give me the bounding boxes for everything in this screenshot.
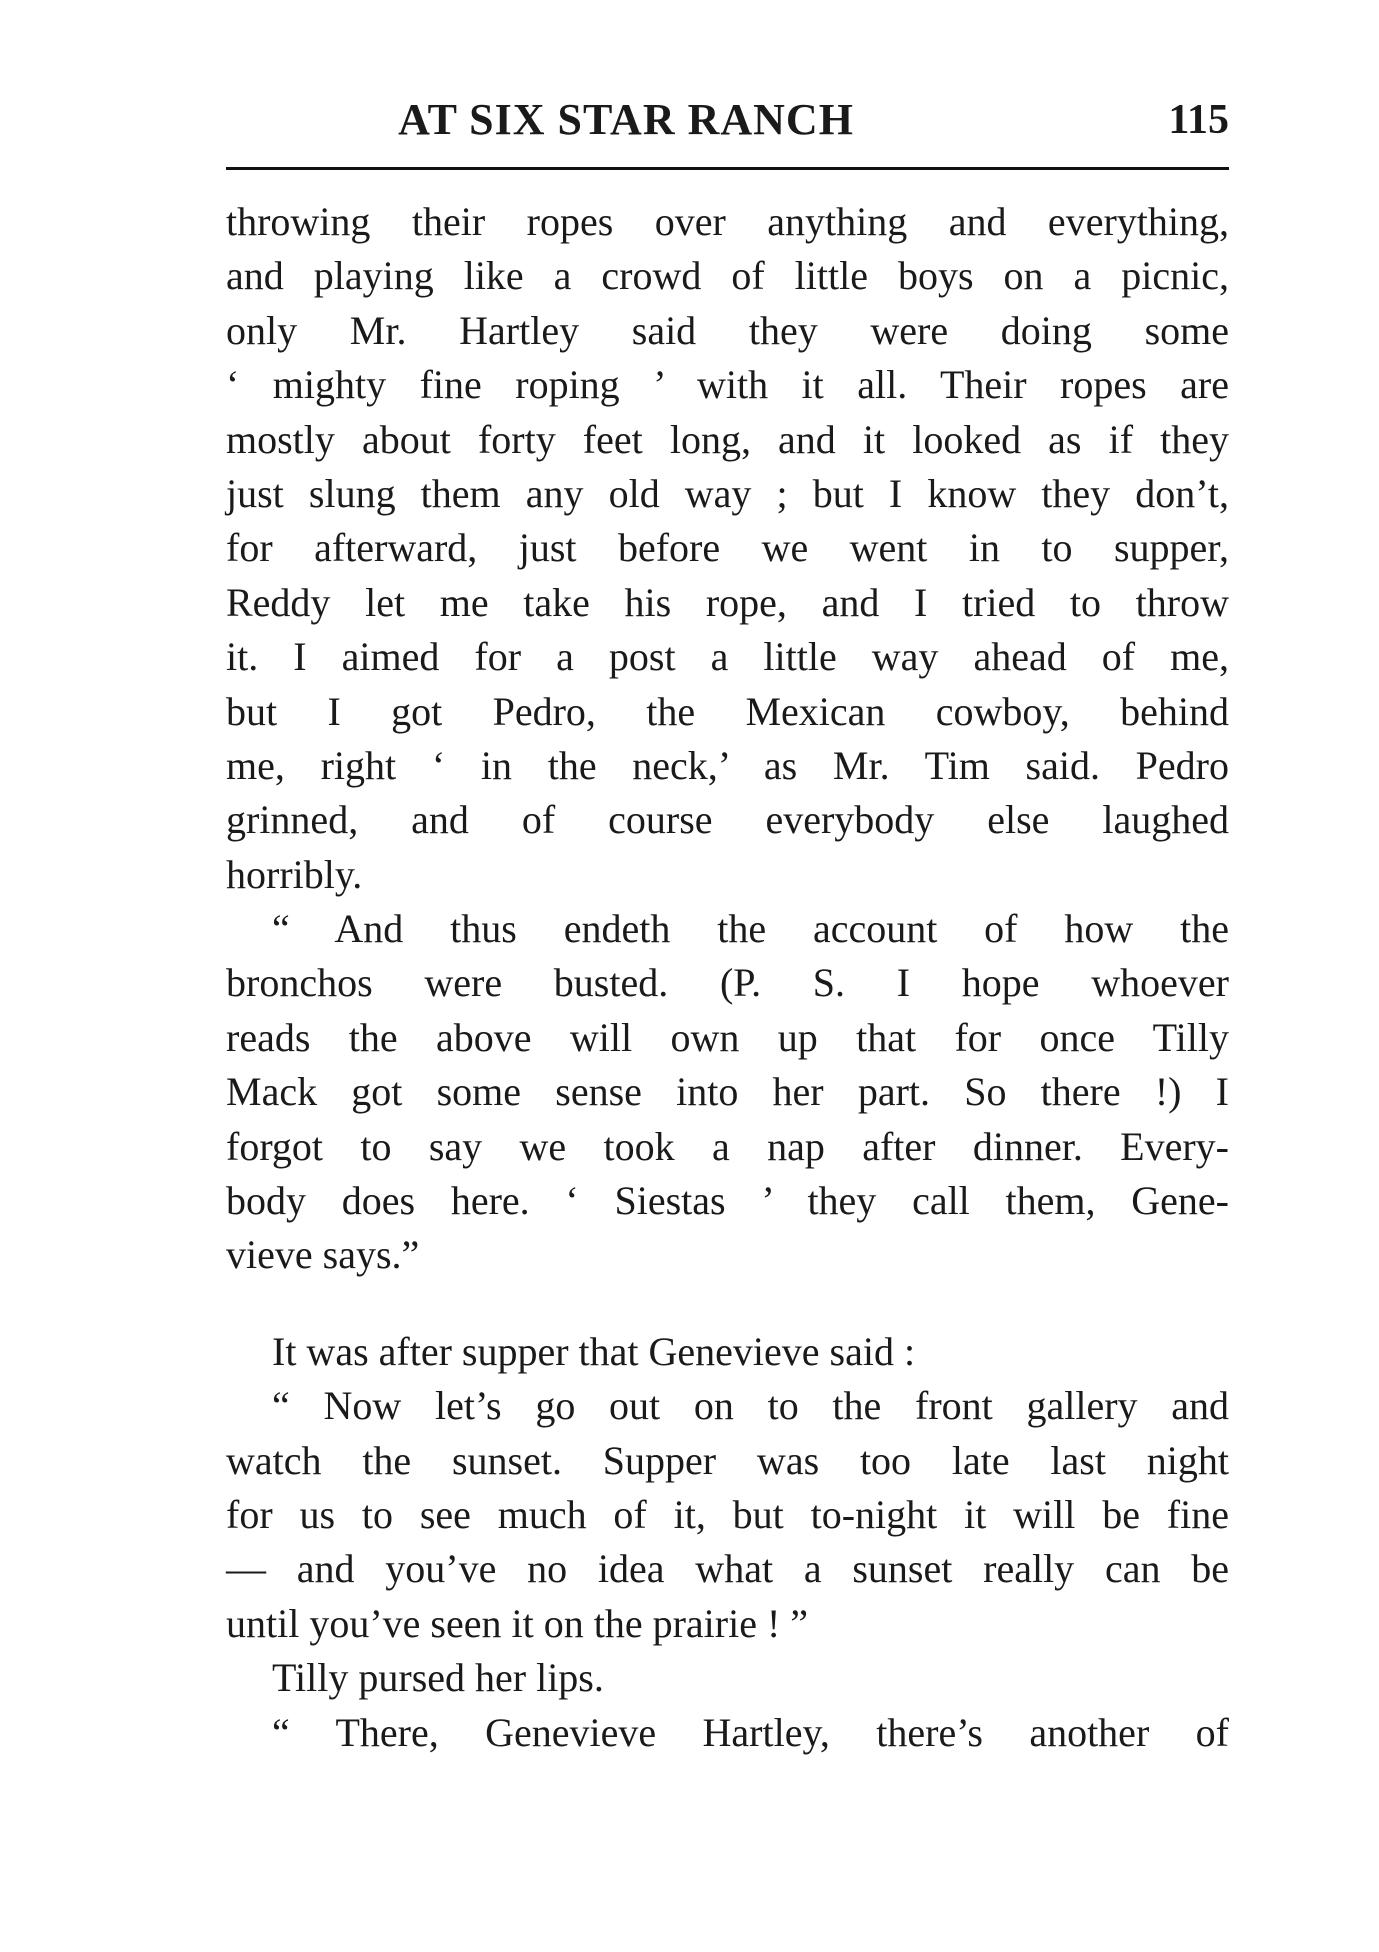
- text-line: “ And thus endeth the account of how the: [272, 906, 1229, 952]
- text-line: grinned, and of course everybody else laughed: [226, 797, 1229, 843]
- text-line: horribly.: [226, 851, 363, 897]
- text-line: throwing their ropes over anything and everything,: [226, 199, 1229, 244]
- header-rule: [226, 167, 1229, 170]
- paragraph: [226, 1325, 1229, 1379]
- text-line: vieve says.”: [226, 1232, 420, 1278]
- text-line: watch the sunset. Supper was too late last night: [226, 1437, 1229, 1483]
- paragraph: [226, 1706, 1229, 1760]
- text-line: for us to see much of it, but to-night it will be fine: [226, 1491, 1229, 1537]
- text-line: Mack got some sense into her part. So there !) I: [226, 1069, 1229, 1115]
- paragraph: [226, 1379, 1229, 1651]
- paragraph: [226, 902, 1229, 1283]
- text-line: until you’ve seen it on the prairie ! ”: [226, 1600, 809, 1646]
- running-title: AT SIX STAR RANCH: [398, 95, 854, 144]
- text-line: just slung them any old way ; but I know they don’t,: [226, 470, 1229, 516]
- paragraph: [226, 1651, 1229, 1705]
- text-line: bronchos were busted. (P. S. I hope whoever: [226, 960, 1229, 1006]
- text-line: “ Now let’s go out on to the front gallery and: [272, 1383, 1229, 1429]
- page-number: 115: [1168, 97, 1229, 143]
- text-line: forgot to say we took a nap after dinner. Every-: [226, 1123, 1229, 1169]
- text-line: but I got Pedro, the Mexican cowboy, behind: [226, 688, 1229, 734]
- text-line: body does here. ‘ Siestas ’ they call them, Gene-: [226, 1178, 1229, 1224]
- text-line: me, right ‘ in the neck,’ as Mr. Tim said. Pedro: [226, 742, 1229, 788]
- body-text: [226, 195, 1229, 1760]
- paragraph-gap: [226, 1283, 1229, 1325]
- text-line: ‘ mighty fine roping ’ with it all. Their ropes are: [226, 362, 1229, 408]
- text-line: Tilly pursed her lips.: [272, 1655, 604, 1701]
- text-line: It was after supper that Genevieve said :: [272, 1328, 916, 1374]
- page-header: [226, 92, 1229, 152]
- text-line: it. I aimed for a post a little way ahead of me,: [226, 634, 1229, 680]
- text-line: reads the above will own up that for once Tilly: [226, 1014, 1229, 1060]
- text-line: for afterward, just before we went in to supper,: [226, 525, 1229, 571]
- text-line: Reddy let me take his rope, and I tried to throw: [226, 579, 1229, 625]
- text-line: only Mr. Hartley said they were doing some: [226, 307, 1229, 353]
- text-line: and playing like a crowd of little boys on a picnic,: [226, 253, 1229, 299]
- text-line: — and you’ve no idea what a sunset really can be: [226, 1546, 1229, 1592]
- text-line: mostly about forty feet long, and it looked as if they: [226, 416, 1229, 462]
- text-line: “ There, Genevieve Hartley, there’s another of: [272, 1709, 1229, 1755]
- paragraph: [226, 195, 1229, 902]
